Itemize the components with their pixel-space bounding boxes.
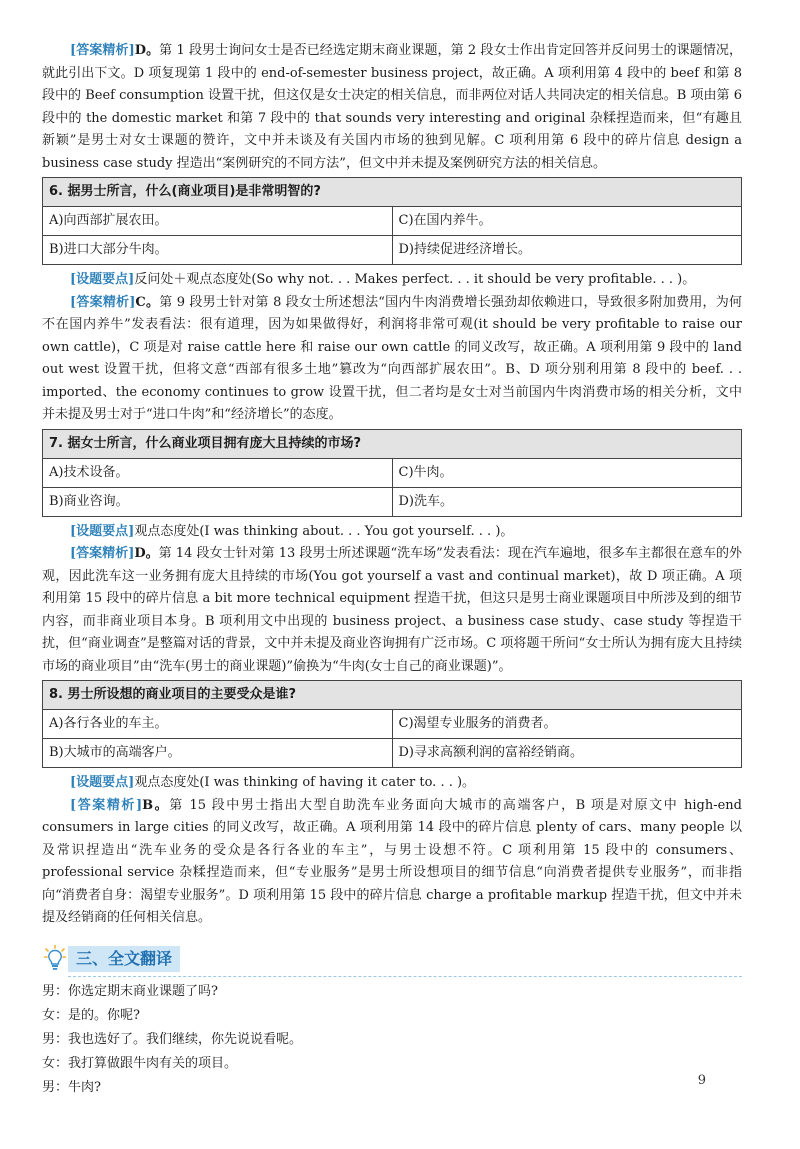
question-table-7 [42, 429, 742, 517]
lightbulb-icon [44, 945, 66, 971]
question-stem: 7. 据女士所言，什么商业项目拥有庞大且持续的市场? [43, 429, 742, 458]
analysis-paragraph-q6 [42, 292, 742, 427]
dialog-line: 男：牛肉? [42, 1079, 101, 1095]
dialog-line: 女：是的。你呢? [42, 1007, 140, 1023]
analysis-paragraph-q7 [42, 543, 742, 678]
analysis-tag: [答案精析] [70, 546, 135, 561]
analysis-text: 第 1 段男士询问女士是否已经选定期末商业课题，第 2 段女士作出肯定回答并反问男士的课题情况，就此引出下文。D 项复现第 1 段中的 end-of-semester business project，故正确。A 项利用第 4 段中的 beef 和第 8 段中的 Beef consumption 设置干扰，但这仅是女士决定的相关信息，而非两位对话人共同决定的相关信息。B 项由第 6 段中的 the domestic market 和第 7 段中的 that sounds very interesting and original 杂糅捏造而来，但“有趣且新颖”是男士对女士课题的赞许，文中并未谈及有关国内市场的独到见解。C 项利用第 6 段中的碎片信息 design a business case study 捏造出“案例研究的不同方法”，但文中并未提及案例研究方法的相关信息。 [42, 43, 742, 171]
page-number: 9 [697, 1073, 706, 1088]
analysis-paragraph-q8 [42, 795, 742, 930]
point-paragraph-q8 [42, 772, 742, 795]
point-text: 反问处＋观点态度处(So why not. . . Makes perfect. . . it should be very profitable. . . )。 [134, 272, 696, 287]
dialog-line: 女：我打算做跟牛肉有关的项目。 [42, 1055, 238, 1071]
answer-letter: D。 [134, 546, 159, 561]
option-a: A)向西部扩展农田。 [43, 207, 393, 236]
analysis-paragraph-q5 [42, 40, 742, 175]
option-a: A)技术设备。 [43, 458, 393, 487]
option-b: B)商业咨询。 [43, 487, 393, 516]
answer-letter: C。 [135, 294, 160, 310]
option-c: C)牛肉。 [392, 458, 742, 487]
option-d: D)寻求高额利润的富裕经销商。 [392, 739, 742, 768]
option-b: B)进口大部分牛肉。 [43, 236, 393, 265]
analysis-tag: [答案精析] [70, 43, 135, 58]
point-tag: [设题要点] [70, 775, 135, 790]
dialog-line: 男：你选定期末商业课题了吗? [42, 983, 218, 999]
translation-dialog [42, 980, 742, 1100]
answer-letter: D。 [134, 43, 160, 58]
page-content [42, 40, 742, 1100]
option-a: A)各行各业的车主。 [43, 710, 393, 739]
question-table-6 [42, 177, 742, 265]
option-b: B)大城市的高端客户。 [43, 739, 393, 768]
analysis-text: 第 15 段中男士指出大型自助洗车业务面向大城市的高端客户，B 项是对原文中 high-end consumers in large cities 的同义改写，故正确。A 项利用第 14 段中的碎片信息 plenty of cars、many people 以及常识捏造出“洗车业务的受众是各行各业的车主”，与男士设想不符。C 项利用第 15 段中的 consumers、professional service 杂糅捏造而来，但“专业服务”是男士所设想项目的细节信息“向消费者提供专业服务”，而非指向“消费者自身：渴望专业服务”。D 项利用第 15 段中的碎片信息 charge a profitable markup 捏造干扰，但文中并未提及经销商的任何相关信息。 [42, 797, 742, 925]
analysis-tag: [答案精析] [70, 294, 136, 310]
point-tag: [设题要点] [70, 523, 135, 539]
answer-letter: B。 [142, 797, 170, 813]
point-tag: [设题要点] [70, 272, 135, 287]
section-divider [68, 976, 742, 977]
option-d: D)洗车。 [392, 487, 742, 516]
question-stem: 8. 男士所设想的商业项目的主要受众是谁? [43, 681, 742, 710]
section-header [42, 944, 742, 974]
point-text: 观点态度处(I was thinking about. . . You got yourself. . . )。 [134, 523, 514, 539]
point-text: 观点态度处(I was thinking of having it cater to. . . )。 [134, 775, 476, 790]
section-title: 三、全文翻译 [68, 946, 180, 972]
question-stem: 6. 据男士所言，什么(商业项目)是非常明智的? [43, 178, 742, 207]
option-c: C)渴望专业服务的消费者。 [392, 710, 742, 739]
option-c: C)在国内养牛。 [392, 207, 742, 236]
question-table-8 [42, 680, 742, 768]
analysis-tag: [答案精析] [70, 797, 143, 813]
point-paragraph-q6 [42, 269, 742, 292]
dialog-line: 男：我也选好了。我们继续，你先说说看呢。 [42, 1031, 303, 1047]
analysis-text: 第 9 段男士针对第 8 段女士所述想法“国内牛肉消费增长强劲却依赖进口，导致很多附加费用，为何不在国内养牛”发表看法：很有道理，因为如果做得好，利润将非常可观(it should be very profitable to raise our own cattle)，C 项是对 raise cattle here 和 raise our own cattle 的同义改写，故正确。A 项利用第 9 段中的 land out west 设置干扰，但将文意“西部有很多土地”篡改为“向西部扩展农田”。B、D 项分别利用第 8 段中的 beef. . . imported、the economy continues to grow 设置干扰，但二者均是女士对当前国内牛肉消费市场的相关分析，文中并未提及男士对于“进口牛肉”和“经济增长”的态度。 [42, 294, 742, 422]
analysis-text: 第 14 段女士针对第 13 段男士所述课题“洗车场”发表看法：现在汽车遍地，很多车主都很在意车的外观，因此洗车这一业务拥有庞大且持续的市场(You got yourself a vast and continual market)，故 D 项正确。A 项利用第 15 段中的碎片信息 a bit more technical equipment 捏造干扰，但这只是男士商业课题项目中所涉及到的细节内容，而非商业项目本身。B 项利用文中出现的 business project、a business case study、case study 等捏造干扰，但“商业调查”是整篇对话的背景，文中并未提及商业咨询拥有广泛市场。C 项将题干所问“女士所认为拥有庞大且持续市场的商业项目”由“洗车(男士的商业课题)”偷换为“牛肉(女士自己的商业课题)”。 [42, 546, 742, 674]
option-d: D)持续促进经济增长。 [392, 236, 742, 265]
point-paragraph-q7 [42, 521, 742, 544]
